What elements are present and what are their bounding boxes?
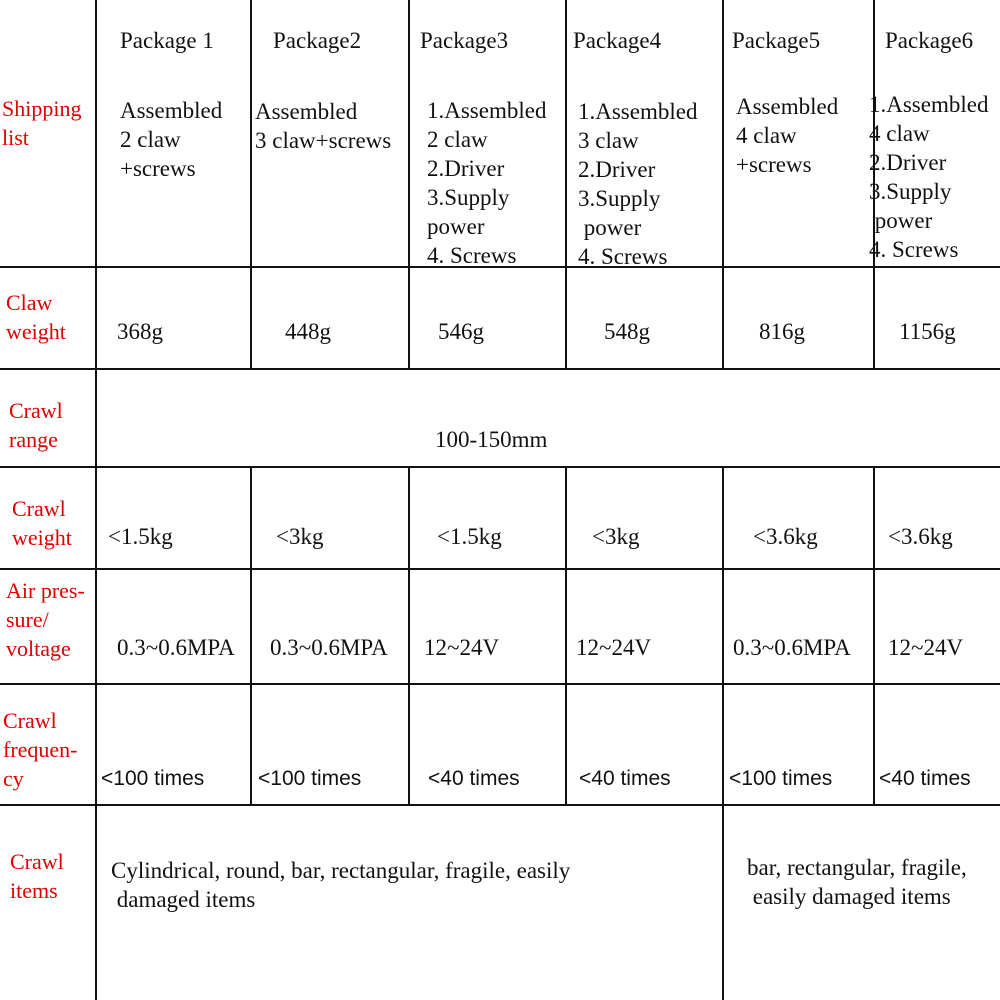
row-divider xyxy=(0,804,1000,806)
voltage-cell-3: 12~24V xyxy=(424,635,500,660)
header-package-3: Package3 xyxy=(420,28,509,53)
air-pressure-cell-1: 0.3~0.6MPA xyxy=(117,635,235,660)
crawl-frequency-cell-1: <100 times xyxy=(101,767,205,790)
air-pressure-cell-2: 0.3~0.6MPA xyxy=(270,635,388,660)
claw-weight-cell-1: 368g xyxy=(117,319,163,344)
row-divider xyxy=(0,368,1000,370)
crawl-items-left: Cylindrical, round, bar, rectangular, fragile, easily damaged items xyxy=(111,858,571,912)
header-package-2: Package2 xyxy=(273,28,362,53)
crawl-frequency-cell-6: <40 times xyxy=(879,767,971,790)
column-divider xyxy=(250,466,252,804)
claw-weight-cell-3: 546g xyxy=(438,319,484,344)
shipping-list-cell-6: 1.Assembled 4 claw 2.Driver 3.Supply power 4. Screws xyxy=(869,92,989,262)
crawl-weight-cell-4: <3kg xyxy=(592,524,640,549)
row-label-claw-weight: Claw weight xyxy=(6,290,66,344)
row-label-crawl-weight: Crawl weight xyxy=(12,496,72,550)
voltage-cell-6: 12~24V xyxy=(888,635,964,660)
row-divider xyxy=(0,466,1000,468)
row-divider xyxy=(0,683,1000,685)
crawl-frequency-cell-4: <40 times xyxy=(579,767,671,790)
crawl-range-value: 100-150mm xyxy=(435,427,548,452)
column-divider xyxy=(250,0,252,368)
row-label-crawl-items: Crawl items xyxy=(10,849,64,903)
claw-weight-cell-6: 1156g xyxy=(899,319,956,344)
header-package-6: Package6 xyxy=(885,28,974,53)
row-label-crawl-range: Crawl range xyxy=(9,398,63,452)
crawl-weight-cell-5: <3.6kg xyxy=(753,524,818,549)
column-divider xyxy=(565,466,567,804)
crawl-weight-cell-1: <1.5kg xyxy=(108,524,173,549)
row-label-shipping-list: Shipping list xyxy=(2,96,82,150)
column-divider xyxy=(873,466,875,804)
column-divider xyxy=(722,0,724,368)
column-divider xyxy=(565,0,567,368)
claw-weight-cell-2: 448g xyxy=(285,319,331,344)
shipping-list-cell-1: Assembled 2 claw +screws xyxy=(120,98,223,181)
header-package-5: Package5 xyxy=(732,28,821,53)
column-divider xyxy=(95,0,97,1000)
crawl-weight-cell-6: <3.6kg xyxy=(888,524,953,549)
crawl-frequency-cell-2: <100 times xyxy=(258,767,362,790)
crawl-items-right: bar, rectangular, fragile, easily damaged items xyxy=(747,855,967,909)
header-package-4: Package4 xyxy=(573,28,662,53)
column-divider xyxy=(408,466,410,804)
shipping-list-cell-2: Assembled 3 claw+screws xyxy=(255,99,392,153)
header-package-1: Package 1 xyxy=(120,28,214,53)
crawl-weight-cell-3: <1.5kg xyxy=(437,524,502,549)
row-divider xyxy=(0,568,1000,570)
row-label-crawl-frequency: Crawl frequen- cy xyxy=(3,708,78,791)
crawl-frequency-cell-3: <40 times xyxy=(428,767,520,790)
shipping-list-cell-5: Assembled 4 claw +screws xyxy=(736,94,839,177)
shipping-list-cell-4: 1.Assembled 3 claw 2.Driver 3.Supply power 4. Screws xyxy=(578,99,698,269)
column-divider xyxy=(722,466,724,1000)
row-label-air-pressure-voltage: Air pres- sure/ voltage xyxy=(6,578,85,661)
crawl-weight-cell-2: <3kg xyxy=(276,524,324,549)
crawl-frequency-cell-5: <100 times xyxy=(729,767,833,790)
shipping-list-cell-3: 1.Assembled 2 claw 2.Driver 3.Supply power 4. Screws xyxy=(427,98,547,268)
claw-weight-cell-4: 548g xyxy=(604,319,650,344)
voltage-cell-4: 12~24V xyxy=(576,635,652,660)
column-divider xyxy=(408,0,410,368)
claw-weight-cell-5: 816g xyxy=(759,319,805,344)
air-pressure-cell-5: 0.3~0.6MPA xyxy=(733,635,851,660)
